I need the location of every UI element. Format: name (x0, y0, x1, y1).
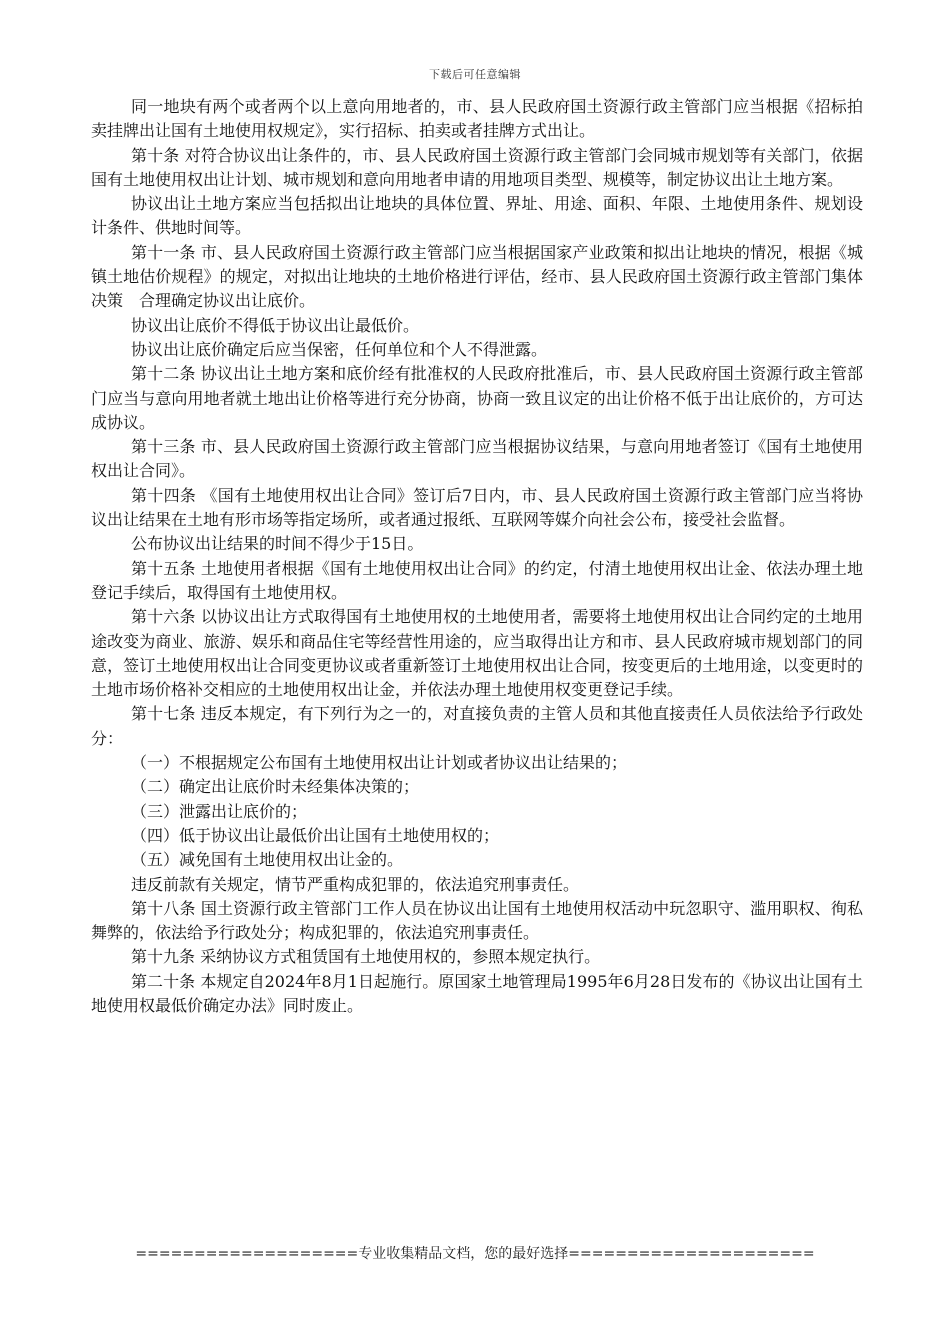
article-20: 第二十条 本规定自2024年8月1日起施行。原国家土地管理局1995年6月28日发布的《协议出让国有土地使用权最低价确定办法》同时废止。 (91, 971, 863, 1015)
article-11: 第十一条 市、县人民政府国土资源行政主管部门应当根据国家产业政策和拟出让地块的情况，根据《城镇土地估价规程》的规定，对拟出让地块的土地价格进行评估，经市、县人民政府国土资源行政主管部门集体决策 合理确定协议出让底价。 (91, 242, 863, 311)
document-body (91, 95, 863, 1018)
article-14: 第十四条 《国有土地使用权出让合同》签订后7日内，市、县人民政府国土资源行政主管部门应当将协议出让结果在土地有形市场等指定场所，或者通过报纸、互联网等媒介向社会公布，接受社会监督。 (91, 485, 863, 530)
paragraph: 公布协议出让结果的时间不得少于15日。 (131, 534, 424, 554)
list-item: （三）泄露出让底价的； (131, 801, 308, 821)
paragraph: 违反前款有关规定，情节严重构成犯罪的，依法追究刑事责任。 (131, 874, 580, 894)
list-item: （一）不根据规定公布国有土地使用权出让计划或者协议出让结果的； (131, 753, 628, 773)
article-17: 第十七条 违反本规定，有下列行为之一的，对直接负责的主管人员和其他直接责任人员依法给予行政处分： (91, 704, 863, 748)
paragraph: 协议出让土地方案应当包括拟出让地块的具体位置、界址、用途、面积、年限、土地使用条件、规划设计条件、供地时间等。 (91, 194, 863, 238)
page-header: 下载后可任意编辑 (429, 68, 521, 81)
article-13: 第十三条 市、县人民政府国土资源行政主管部门应当根据协议结果，与意向用地者签订《国有土地使用权出让合同》。 (91, 437, 863, 481)
paragraph: 协议出让底价确定后应当保密，任何单位和个人不得泄露。 (131, 339, 548, 359)
list-item: （五）减免国有土地使用权出让金的。 (131, 850, 404, 870)
paragraph: 同一地块有两个或者两个以上意向用地者的，市、县人民政府国土资源行政主管部门应当根据《招标拍卖挂牌出让国有土地使用权规定》，实行招标、拍卖或者挂牌方式出让。 (91, 97, 863, 141)
page-footer: ===================专业收集精品文档，您的最好选择===================== (135, 1246, 815, 1262)
list-item: （四）低于协议出让最低价出让国有土地使用权的； (131, 825, 500, 845)
list-item: （二）确定出让底价时未经集体决策的； (131, 777, 420, 797)
article-16: 第十六条 以协议出让方式取得国有土地使用权的土地使用者，需要将土地使用权出让合同约定的土地用途改变为商业、旅游、娱乐和商品住宅等经营性用途的，应当取得出让方和市、县人民政府城市规划部门的同意，签订土地使用权出让合同变更协议或者重新签订土地使用权出让合同，按变更后的土地用途，以变更时的土地市场价格补交相应的土地使用权出让金，并依法办理土地使用权变更登记手续。 (91, 607, 863, 700)
article-15: 第十五条 土地使用者根据《国有土地使用权出让合同》的约定，付清土地使用权出让金、依法办理土地登记手续后，取得国有土地使用权。 (91, 558, 863, 602)
article-19: 第十九条 采纳协议方式租赁国有土地使用权的，参照本规定执行。 (131, 947, 601, 967)
article-10: 第十条 对符合协议出让条件的，市、县人民政府国土资源行政主管部门会同城市规划等有关部门，依据国有土地使用权出让计划、城市规划和意向用地者申请的用地项目类型、规模等，制定协议出让土地方案。 (91, 145, 863, 189)
paragraph: 协议出让底价不得低于协议出让最低价。 (131, 315, 420, 335)
article-18: 第十八条 国土资源行政主管部门工作人员在协议出让国有土地使用权活动中玩忽职守、滥用职权、徇私舞弊的，依法给予行政处分；构成犯罪的，依法追究刑事责任。 (91, 898, 863, 943)
article-12: 第十二条 协议出让土地方案和底价经有批准权的人民政府批准后，市、县人民政府国土资源行政主管部门应当与意向用地者就土地出让价格等进行充分协商，协商一致且议定的出让价格不低于出让底价的，方可达成协议。 (91, 364, 863, 432)
